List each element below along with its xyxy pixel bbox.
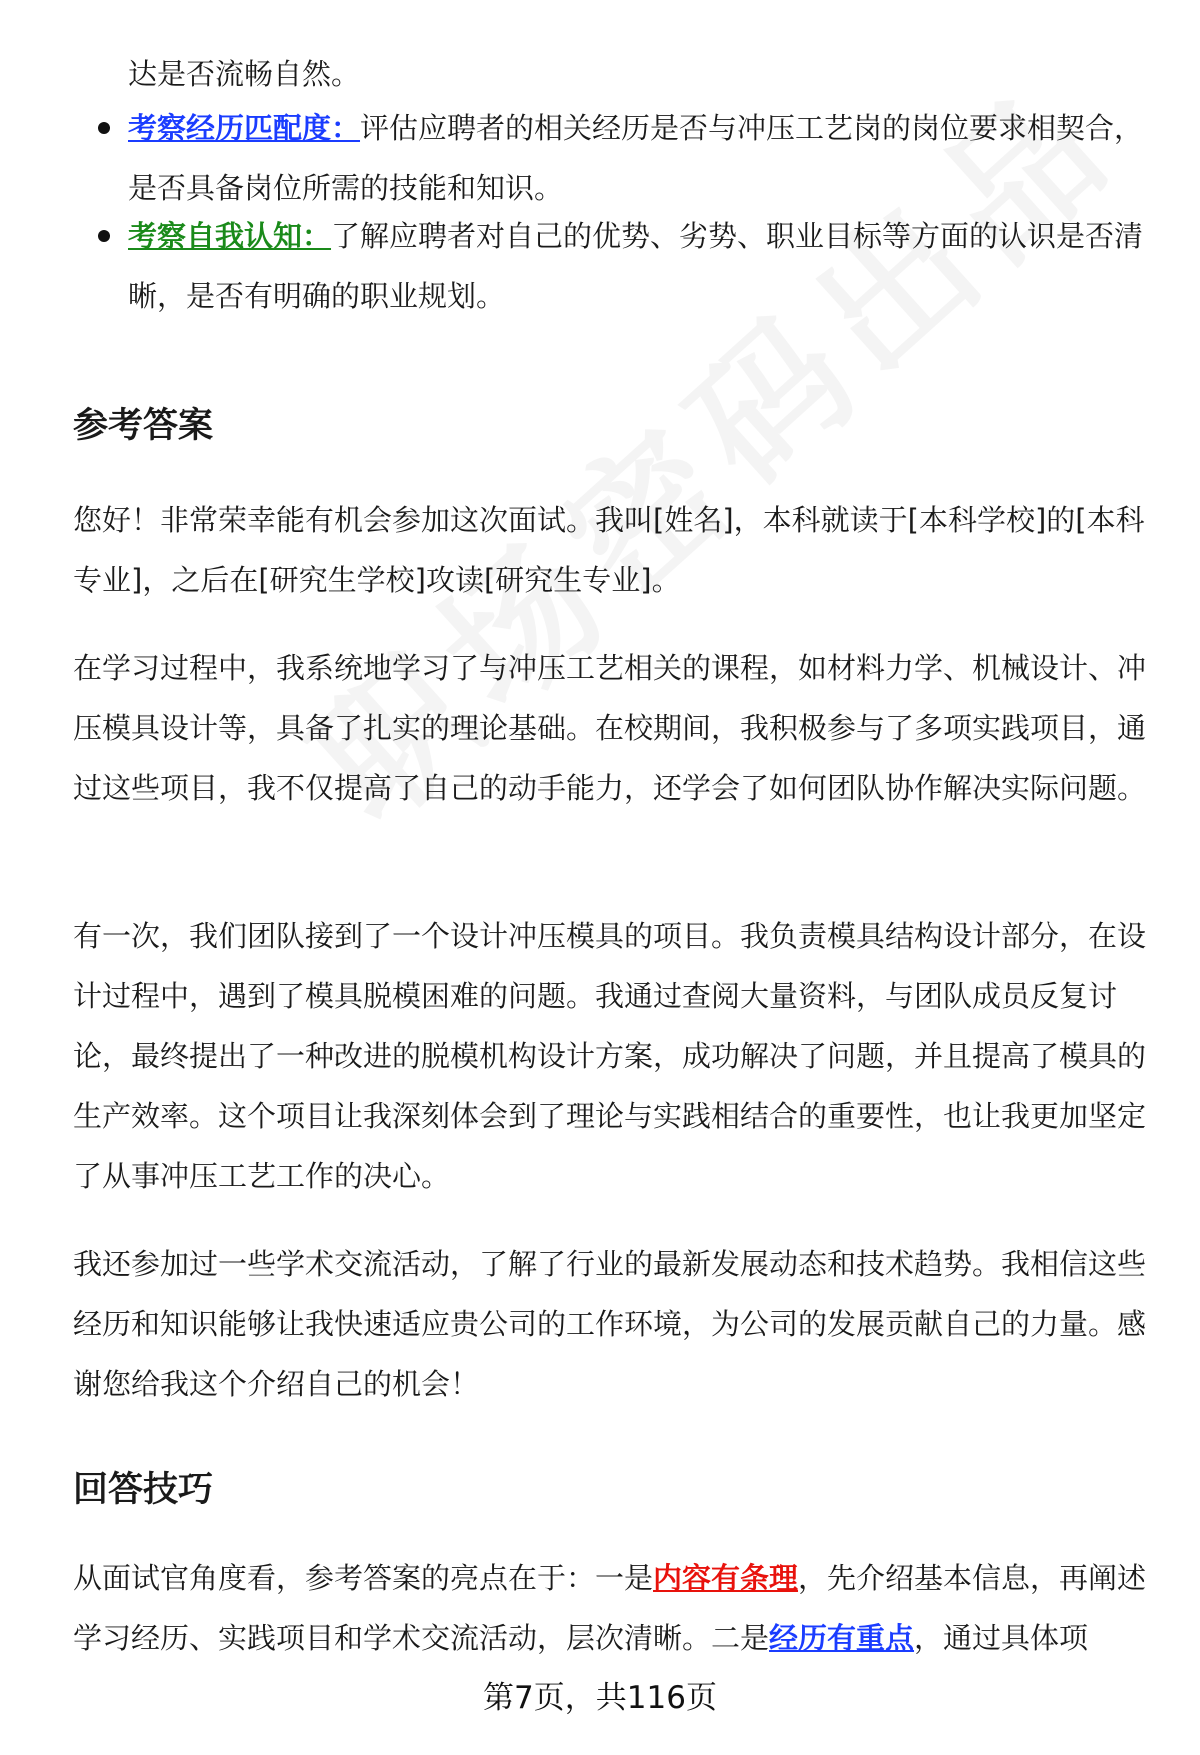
bullet-dot-icon bbox=[98, 230, 110, 242]
page-footer: 第7页，共116页 bbox=[483, 1680, 717, 1716]
section-title-tips: 回答技巧 bbox=[73, 1470, 214, 1510]
section-title-answer: 参考答案 bbox=[73, 406, 214, 446]
intro-continuation: 达是否流畅自然。 bbox=[128, 57, 361, 91]
answer-paragraph: 在学习过程中，我系统地学习了与冲压工艺相关的课程，如材料力学、机械设计、冲压模具设计等，具备了扎实的理论基础。在校期间，我积极参与了多项实践项目，通过这些项目，我不仅提高了自己的动手能力，还学会了如何团队协作解决实际问题。 bbox=[73, 651, 1147, 805]
answer-paragraph: 有一次，我们团队接到了一个设计冲压模具的项目。我负责模具结构设计部分，在设计过程中，遇到了模具脱模困难的问题。我通过查阅大量资料，与团队成员反复讨论，最终提出了一种改进的脱模机构设计方案，成功解决了问题，并且提高了模具的生产效率。这个项目让我深刻体会到了理论与实践相结合的重要性，也让我更加坚定了从事冲压工艺工作的决心。 bbox=[73, 919, 1147, 1193]
highlight-keyword: 经历有重点 bbox=[769, 1621, 915, 1655]
bullet-keyword: 考察经历匹配度： bbox=[128, 111, 361, 145]
bullet-text: 评估应聘者的相关经历是否与冲压工艺岗的岗位要求相契合，是否具备岗位所需的技能和知识。 bbox=[128, 111, 1144, 205]
list-item bbox=[98, 98, 1148, 218]
list-item bbox=[98, 206, 1148, 326]
bullet-dot-icon bbox=[98, 122, 110, 134]
highlight-keyword: 内容有条理 bbox=[653, 1561, 799, 1595]
answer-paragraph: 您好！非常荣幸能有机会参加这次面试。我叫[姓名]，本科就读于[本科学校]的[本科专业]，之后在[研究生学校]攻读[研究生专业]。 bbox=[73, 503, 1145, 597]
tips-paragraph: 从面试官角度看，参考答案的亮点在于：一是内容有条理，先介绍基本信息，再阐述学习经历、实践项目和学术交流活动，层次清晰。二是经历有重点，通过具体项 bbox=[73, 1561, 1147, 1655]
answer-paragraph: 我还参加过一些学术交流活动，了解了行业的最新发展动态和技术趋势。我相信这些经历和知识能够让我快速适应贵公司的工作环境，为公司的发展贡献自己的力量。感谢您给我这个介绍自己的机会！ bbox=[73, 1247, 1147, 1401]
bullet-keyword: 考察自我认知： bbox=[128, 219, 332, 253]
bullet-text: 了解应聘者对自己的优势、劣势、职业目标等方面的认识是否清晰，是否有明确的职业规划。 bbox=[128, 219, 1144, 313]
